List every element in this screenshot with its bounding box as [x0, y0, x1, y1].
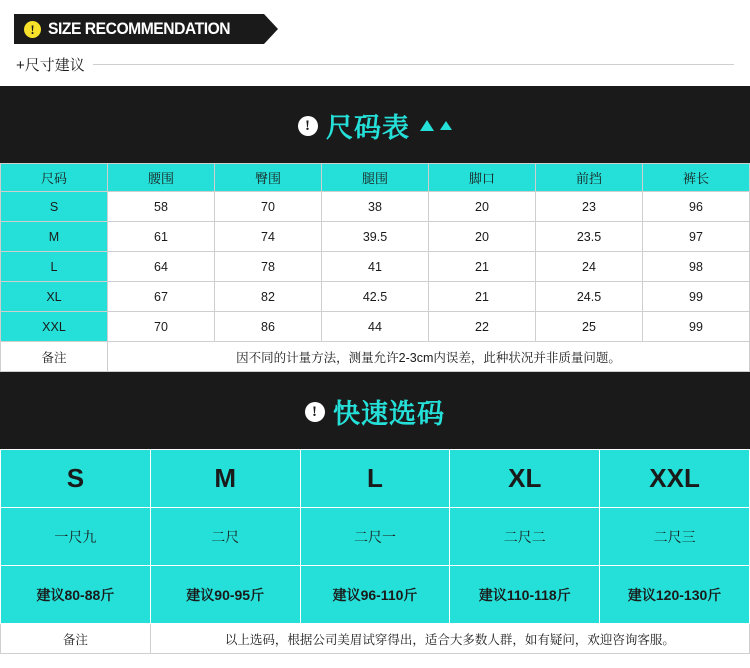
table-row — [1, 192, 750, 222]
value-cell: 20 — [429, 222, 536, 252]
value-cell: 61 — [108, 222, 215, 252]
page-header — [0, 0, 750, 86]
quick-recommend-cell: 建议96-110斤 — [300, 566, 450, 624]
header-divider — [93, 64, 734, 65]
column-header: 腿围 — [322, 164, 429, 192]
quick-size-cell: XXL — [600, 450, 750, 508]
quick-measure-cell: 二尺二 — [450, 508, 600, 566]
value-cell: 70 — [108, 312, 215, 342]
column-header: 前挡 — [536, 164, 643, 192]
note-label: 备注 — [1, 342, 108, 372]
column-header: 脚口 — [429, 164, 536, 192]
size-chart-heading — [0, 86, 750, 163]
size-table-head — [1, 164, 750, 192]
value-cell: 21 — [429, 252, 536, 282]
quick-size-cell: M — [150, 450, 300, 508]
table-row — [1, 222, 750, 252]
column-header: 尺码 — [1, 164, 108, 192]
quick-measure-cell: 二尺 — [150, 508, 300, 566]
quick-size-row — [1, 450, 750, 508]
quick-pick-table — [0, 449, 750, 654]
quick-measure-row — [1, 508, 750, 566]
size-chart-section — [0, 86, 750, 163]
value-cell: 99 — [643, 312, 750, 342]
value-cell: 24 — [536, 252, 643, 282]
quick-recommend-cell: 建议90-95斤 — [150, 566, 300, 624]
header-subtitle-row — [14, 54, 750, 75]
table-row — [1, 282, 750, 312]
value-cell: 23.5 — [536, 222, 643, 252]
table-header-row — [1, 164, 750, 192]
value-cell: 99 — [643, 282, 750, 312]
value-cell: 39.5 — [322, 222, 429, 252]
value-cell: 64 — [108, 252, 215, 282]
size-cell: L — [1, 252, 108, 282]
value-cell: 25 — [536, 312, 643, 342]
quick-measure-cell: 二尺一 — [300, 508, 450, 566]
value-cell: 41 — [322, 252, 429, 282]
value-cell: 74 — [215, 222, 322, 252]
value-cell: 24.5 — [536, 282, 643, 312]
value-cell: 58 — [108, 192, 215, 222]
value-cell: 70 — [215, 192, 322, 222]
note-text: 因不同的计量方法，测量允许2-3cm内误差，此种状况并非质量问题。 — [108, 342, 750, 372]
value-cell: 44 — [322, 312, 429, 342]
column-header: 裤长 — [643, 164, 750, 192]
size-chart-title: 尺码表 — [326, 113, 410, 143]
exclamation-icon: ! — [298, 116, 318, 136]
triangle-up-icon — [420, 120, 434, 131]
triangle-up-icon — [440, 121, 452, 130]
value-cell: 97 — [643, 222, 750, 252]
table-row — [1, 252, 750, 282]
quick-size-cell: L — [300, 450, 450, 508]
value-cell: 20 — [429, 192, 536, 222]
value-cell: 98 — [643, 252, 750, 282]
size-cell: M — [1, 222, 108, 252]
footer-spacer — [0, 654, 750, 668]
quick-pick-title: 快速选码 — [333, 399, 445, 429]
header-subtitle: +尺寸建议 — [16, 57, 85, 74]
table-note-row — [1, 342, 750, 372]
table-row — [1, 312, 750, 342]
quick-size-cell: S — [1, 450, 151, 508]
quick-recommend-cell: 建议110-118斤 — [450, 566, 600, 624]
quick-note-row — [1, 624, 750, 654]
quick-measure-cell: 二尺三 — [600, 508, 750, 566]
column-header: 腰围 — [108, 164, 215, 192]
quick-size-cell: XL — [450, 450, 600, 508]
quick-pick-body — [1, 450, 750, 654]
value-cell: 82 — [215, 282, 322, 312]
value-cell: 21 — [429, 282, 536, 312]
size-cell: S — [1, 192, 108, 222]
quick-measure-cell: 一尺九 — [1, 508, 151, 566]
exclamation-icon: ! — [305, 402, 325, 422]
value-cell: 38 — [322, 192, 429, 222]
value-cell: 42.5 — [322, 282, 429, 312]
header-title-bar — [14, 14, 264, 44]
exclamation-icon: ! — [24, 21, 41, 38]
page-title: SIZE RECOMMENDATION — [48, 19, 231, 38]
quick-recommend-cell: 建议80-88斤 — [1, 566, 151, 624]
value-cell: 22 — [429, 312, 536, 342]
size-cell: XL — [1, 282, 108, 312]
quick-pick-section — [0, 372, 750, 449]
note-label: 备注 — [1, 624, 151, 654]
value-cell: 23 — [536, 192, 643, 222]
value-cell: 78 — [215, 252, 322, 282]
value-cell: 67 — [108, 282, 215, 312]
quick-pick-heading — [0, 372, 750, 449]
value-cell: 96 — [643, 192, 750, 222]
size-cell: XXL — [1, 312, 108, 342]
note-text: 以上选码，根据公司美眉试穿得出，适合大多数人群，如有疑问，欢迎咨询客服。 — [150, 624, 749, 654]
value-cell: 86 — [215, 312, 322, 342]
size-table-body — [1, 192, 750, 372]
size-table — [0, 163, 750, 372]
column-header: 臀围 — [215, 164, 322, 192]
quick-recommend-row — [1, 566, 750, 624]
quick-recommend-cell: 建议120-130斤 — [600, 566, 750, 624]
